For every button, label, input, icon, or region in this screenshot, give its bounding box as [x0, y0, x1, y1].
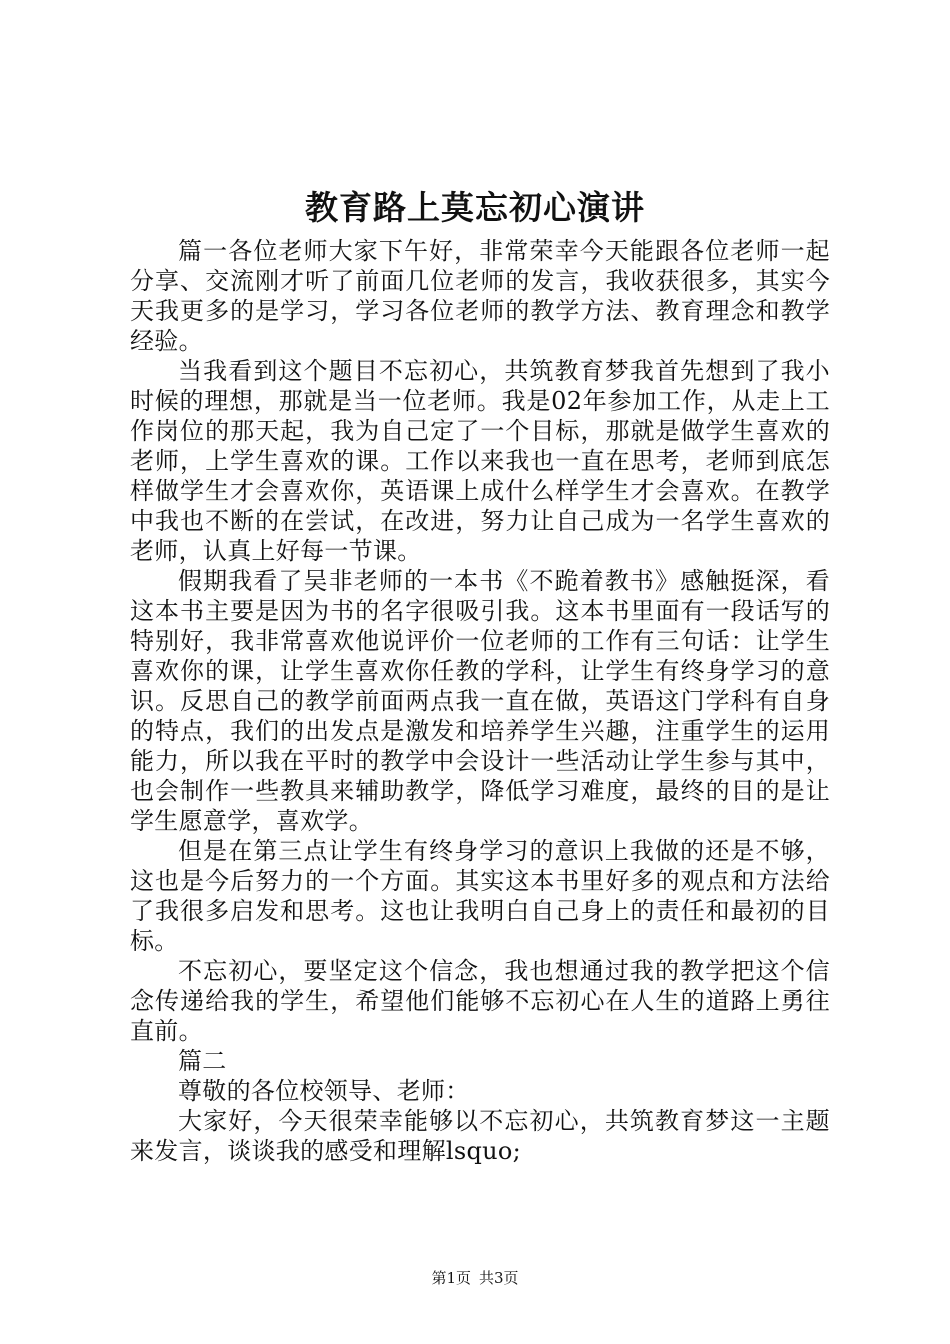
paragraph-3: 假期我看了吴非老师的一本书《不跪着教书》感触挺深，看这本书主要是因为书的名字很吸引我。这本书里面有一段话写的特别好，我非常喜欢他说评价一位老师的工作有三句话：让学生喜欢你的课，让学生喜欢你任教的学科，让学生有终身学习的意识。反思自己的教学前面两点我一直在做，英语这门学科有自身的特点，我们的出发点是激发和培养学生兴趣，注重学生的运用能力，所以我在平时的教学中会设计一些活动让学生参与其中，也会制作一些教具来辅助教学，降低学习难度，最终的目的是让学生愿意学，喜欢学。	[130, 567, 830, 835]
paragraph-4: 但是在第三点让学生有终身学习的意识上我做的还是不够，这也是今后努力的一个方面。其实这本书里好多的观点和方法给了我很多启发和思考。这也让我明白自己身上的责任和最初的目标。	[130, 837, 830, 955]
page-total: 共3页	[479, 1269, 519, 1287]
page-footer	[0, 1268, 950, 1288]
paragraph-1: 篇一各位老师大家下午好，非常荣幸今天能跟各位老师一起分享、交流刚才听了前面几位老师的发言，我收获很多，其实今天我更多的是学习，学习各位老师的教学方法、教育理念和教学经验。	[130, 237, 830, 355]
document-body	[130, 236, 830, 1166]
paragraph-2: 当我看到这个题目不忘初心，共筑教育梦我首先想到了我小时候的理想，那就是当一位老师。我是02年参加工作，从走上工作岗位的那天起，我为自己定了一个目标，那就是做学生喜欢的老师，上学生喜欢的课。工作以来我也一直在思考，老师到底怎样做学生才会喜欢你，英语课上成什么样学生才会喜欢。在教学中我也不断的在尝试，在改进，努力让自己成为一名学生喜欢的老师，认真上好每一节课。	[130, 357, 830, 565]
document-title: 教育路上莫忘初心演讲	[305, 188, 645, 227]
page-number: 第1页	[431, 1269, 471, 1287]
section-heading-part-two: 篇二	[178, 1047, 227, 1075]
paragraph-5: 不忘初心，要坚定这个信念，我也想通过我的教学把这个信念传递给我的学生，希望他们能够不忘初心在人生的道路上勇往直前。	[130, 957, 830, 1045]
salutation: 尊敬的各位校领导、老师：	[178, 1077, 470, 1105]
paragraph-6: 大家好，今天很荣幸能够以不忘初心，共筑教育梦这一主题来发言，谈谈我的感受和理解lsquo;	[130, 1107, 830, 1165]
